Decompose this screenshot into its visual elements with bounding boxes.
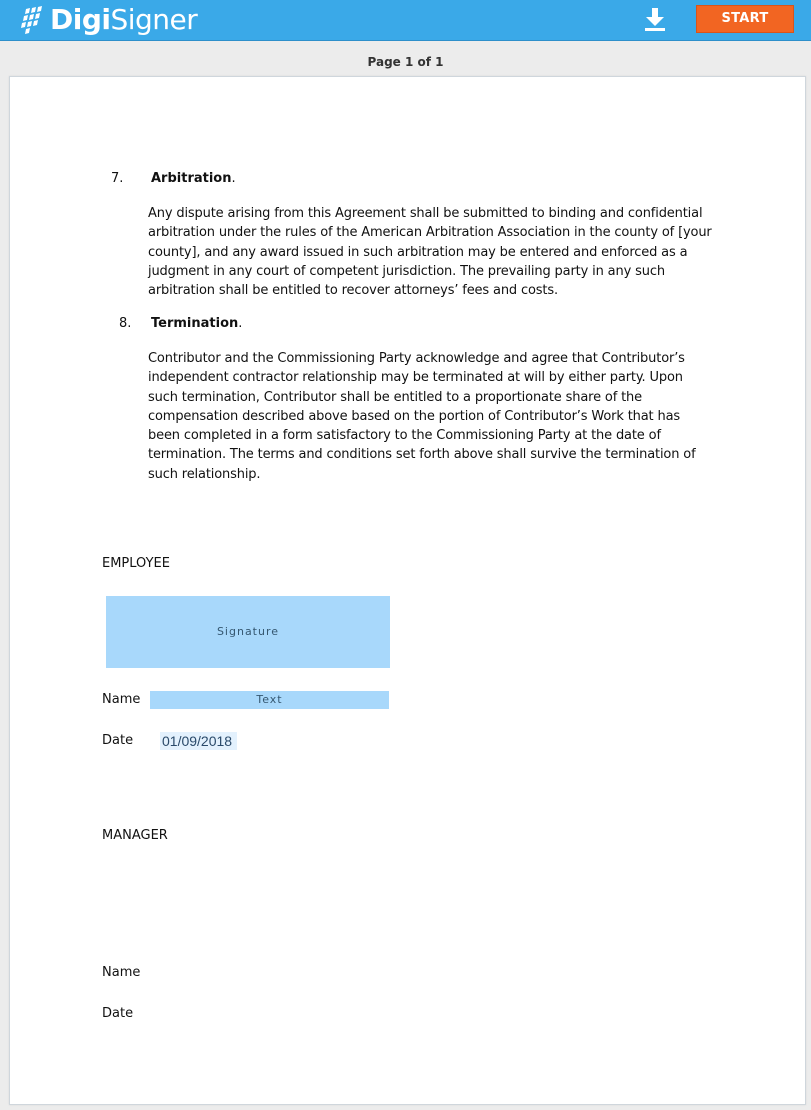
section-8-line: independent contractor relationship may be terminated at will by either party. Upon — [148, 370, 683, 386]
section-8-line: such termination, Contributor shall be entitled to a proportionate share of the — [148, 389, 642, 405]
section-7-heading: Arbitration — [151, 171, 232, 186]
section-7-line: county], and any award issued in such arbitration may be entered and enforced as a — [148, 244, 688, 260]
section-8-line: such relationship. — [148, 466, 261, 482]
logo-text-light: Signer — [110, 3, 198, 36]
section-8-number: 8. — [119, 316, 132, 331]
section-8-line: been completed in a form satisfactory to the Commissioning Party at the date of — [148, 428, 661, 444]
section-8-line: termination. The terms and conditions set forth above shall survive the termination of — [148, 447, 696, 463]
section-8-line: Contributor and the Commissioning Party acknowledge and agree that Contributor’s — [148, 351, 685, 366]
employee-name-label: Name — [102, 692, 141, 707]
section-8-title: Termination. — [151, 316, 243, 331]
section-8-heading: Termination — [151, 316, 239, 331]
employee-name-field[interactable]: Text — [150, 691, 389, 709]
logo-text-bold: Digi — [50, 3, 111, 36]
section-7-number: 7. — [111, 171, 124, 186]
section-7-line: arbitration under the rules of the American Arbitration Association in the county of [your — [148, 225, 712, 241]
section-7-body — [148, 204, 728, 300]
page-indicator: Page 1 of 1 — [367, 55, 444, 69]
start-button[interactable]: START — [696, 5, 794, 33]
document-content — [10, 77, 805, 1104]
logo-text — [50, 3, 197, 37]
section-8-line: compensation described above based on the portion of Contributor’s Work that has — [148, 408, 681, 424]
section-7-line: arbitration shall be entitled to recover attorneys’ fees and costs. — [148, 283, 558, 299]
manager-title: MANAGER — [102, 828, 168, 843]
employee-signature-field[interactable]: Signature — [106, 596, 390, 668]
digisigner-logo[interactable] — [20, 3, 197, 37]
download-icon — [643, 6, 667, 32]
logo-mark-icon — [20, 5, 48, 35]
employee-date-field[interactable]: 01/09/2018 — [160, 732, 237, 750]
manager-name-label: Name — [102, 965, 141, 980]
section-7-line: judgment in any court of competent jurisdiction. The prevailing party in any such — [148, 263, 665, 279]
document-page — [9, 76, 806, 1105]
section-7-title: Arbitration. — [151, 171, 236, 186]
section-8-body — [148, 349, 728, 484]
manager-date-label: Date — [102, 1006, 134, 1021]
section-7-line: Any dispute arising from this Agreement shall be submitted to binding and confidential — [148, 206, 703, 221]
employee-title: EMPLOYEE — [102, 556, 170, 571]
download-button[interactable] — [643, 6, 667, 32]
employee-date-label: Date — [102, 733, 134, 748]
top-bar — [0, 0, 811, 41]
